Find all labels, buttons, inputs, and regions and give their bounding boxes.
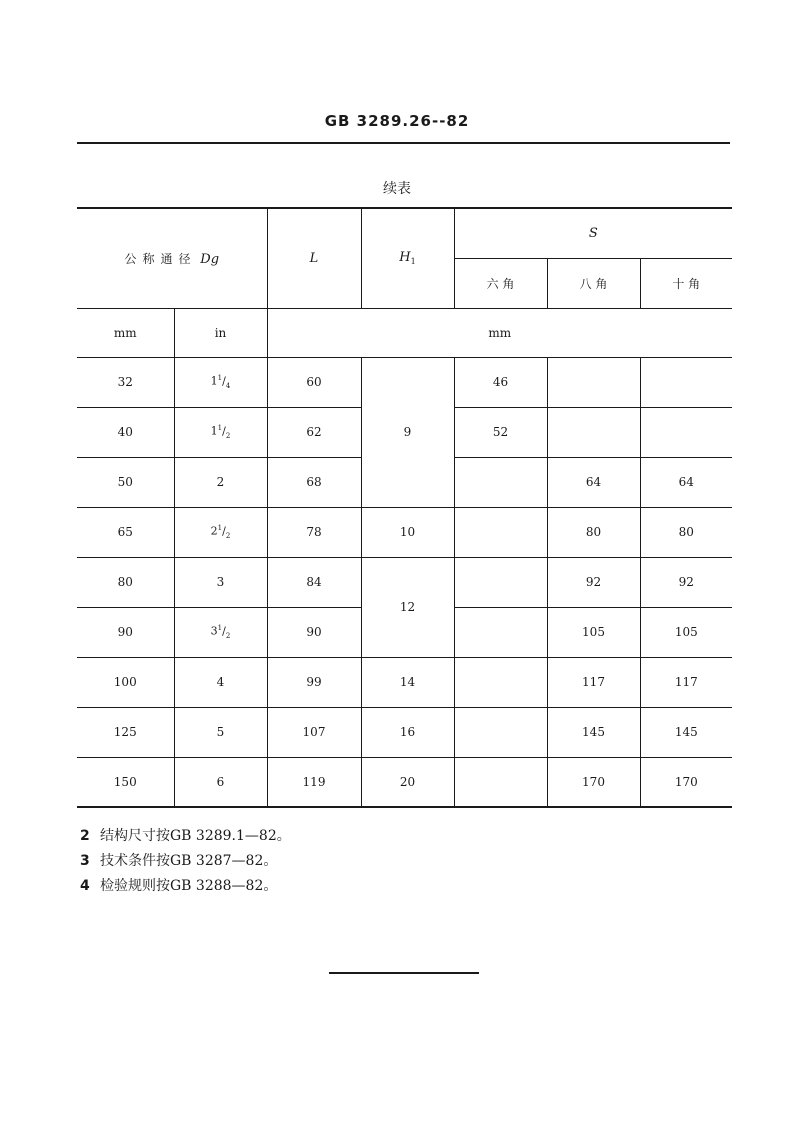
note-item	[80, 874, 291, 899]
cell-cross: 105	[640, 607, 732, 657]
cell-oct: 170	[547, 757, 640, 807]
header-oct: 八 角	[547, 258, 640, 308]
unit-mm: mm	[77, 308, 174, 357]
cell-mm: 40	[77, 407, 174, 457]
cell-L: 78	[267, 507, 361, 557]
cell-in: 2	[174, 457, 267, 507]
cell-cross: 145	[640, 707, 732, 757]
cell-hex	[454, 707, 547, 757]
header-H1-subscript: 1	[410, 257, 416, 267]
cell-mm: 50	[77, 457, 174, 507]
cell-in: $2^1/_2$	[174, 507, 267, 557]
standard-code: GB 3289.26--82	[324, 112, 470, 130]
cell-L: 62	[267, 407, 361, 457]
header-H1-label: H	[399, 250, 411, 266]
cell-cross: 170	[640, 757, 732, 807]
cell-in: 5	[174, 707, 267, 757]
cell-oct: 92	[547, 557, 640, 607]
cell-L: 99	[267, 657, 361, 707]
header-L-label: L	[309, 250, 319, 266]
cell-oct	[547, 407, 640, 457]
note-item	[80, 849, 291, 874]
cell-L: 60	[267, 357, 361, 407]
cell-oct: 117	[547, 657, 640, 707]
table-row	[77, 657, 732, 707]
notes-list	[80, 824, 291, 899]
cell-mm: 125	[77, 707, 174, 757]
cell-hex	[454, 657, 547, 707]
cell-L: 84	[267, 557, 361, 607]
cell-hex	[454, 507, 547, 557]
table-row	[77, 707, 732, 757]
cell-cross: 92	[640, 557, 732, 607]
header-rule	[77, 142, 730, 144]
cell-oct: 64	[547, 457, 640, 507]
cell-hex: 46	[454, 357, 547, 407]
cell-L: 107	[267, 707, 361, 757]
cell-H1: 20	[361, 757, 454, 807]
header-cross: 十 角	[640, 258, 732, 308]
cell-oct: 105	[547, 607, 640, 657]
cell-cross	[640, 407, 732, 457]
nominal-diameter-label: 公称通径	[124, 251, 197, 266]
cell-in: $1^1/_4$	[174, 357, 267, 407]
note-item	[80, 824, 291, 849]
cell-mm: 32	[77, 357, 174, 407]
end-rule	[329, 972, 479, 974]
note-number: 2	[80, 828, 90, 844]
cell-L: 68	[267, 457, 361, 507]
unit-in: in	[174, 308, 267, 357]
cell-cross	[640, 357, 732, 407]
cell-in: 3	[174, 557, 267, 607]
cell-hex: 52	[454, 407, 547, 457]
dimension-table	[77, 207, 732, 808]
cell-H1: 10	[361, 507, 454, 557]
note-text: 结构尺寸按GB 3289.1—82。	[100, 828, 291, 844]
header-L	[267, 208, 361, 308]
cell-oct: 145	[547, 707, 640, 757]
table-row	[77, 757, 732, 807]
table-row	[77, 357, 732, 407]
header-S-label: S	[588, 225, 598, 241]
cell-in: $1^1/_2$	[174, 407, 267, 457]
header-H1	[361, 208, 454, 308]
cell-H1: 9	[361, 357, 454, 507]
cell-H1: 12	[361, 557, 454, 657]
cell-oct: 80	[547, 507, 640, 557]
cell-hex	[454, 557, 547, 607]
table-row	[77, 507, 732, 557]
cell-mm: 100	[77, 657, 174, 707]
cell-mm: 65	[77, 507, 174, 557]
cell-hex	[454, 757, 547, 807]
cell-in: $3^1/_2$	[174, 607, 267, 657]
cell-cross: 117	[640, 657, 732, 707]
cell-in: 6	[174, 757, 267, 807]
cell-cross: 64	[640, 457, 732, 507]
note-text: 技术条件按GB 3287—82。	[100, 853, 278, 869]
cell-L: 90	[267, 607, 361, 657]
note-text: 检验规则按GB 3288—82。	[100, 878, 278, 894]
table-row	[77, 557, 732, 607]
table-caption: 续表	[383, 181, 411, 197]
cell-hex	[454, 607, 547, 657]
cell-oct	[547, 357, 640, 407]
cell-mm: 90	[77, 607, 174, 657]
note-number: 3	[80, 853, 90, 869]
nominal-diameter-header	[77, 208, 267, 308]
note-number: 4	[80, 878, 90, 894]
cell-hex	[454, 457, 547, 507]
cell-cross: 80	[640, 507, 732, 557]
header-hex: 六 角	[454, 258, 547, 308]
cell-mm: 150	[77, 757, 174, 807]
cell-mm: 80	[77, 557, 174, 607]
cell-H1: 14	[361, 657, 454, 707]
nominal-diameter-symbol: Dg	[200, 251, 220, 267]
cell-H1: 16	[361, 707, 454, 757]
unit-mm-span: mm	[267, 308, 732, 357]
cell-in: 4	[174, 657, 267, 707]
cell-L: 119	[267, 757, 361, 807]
header-S	[454, 208, 732, 258]
